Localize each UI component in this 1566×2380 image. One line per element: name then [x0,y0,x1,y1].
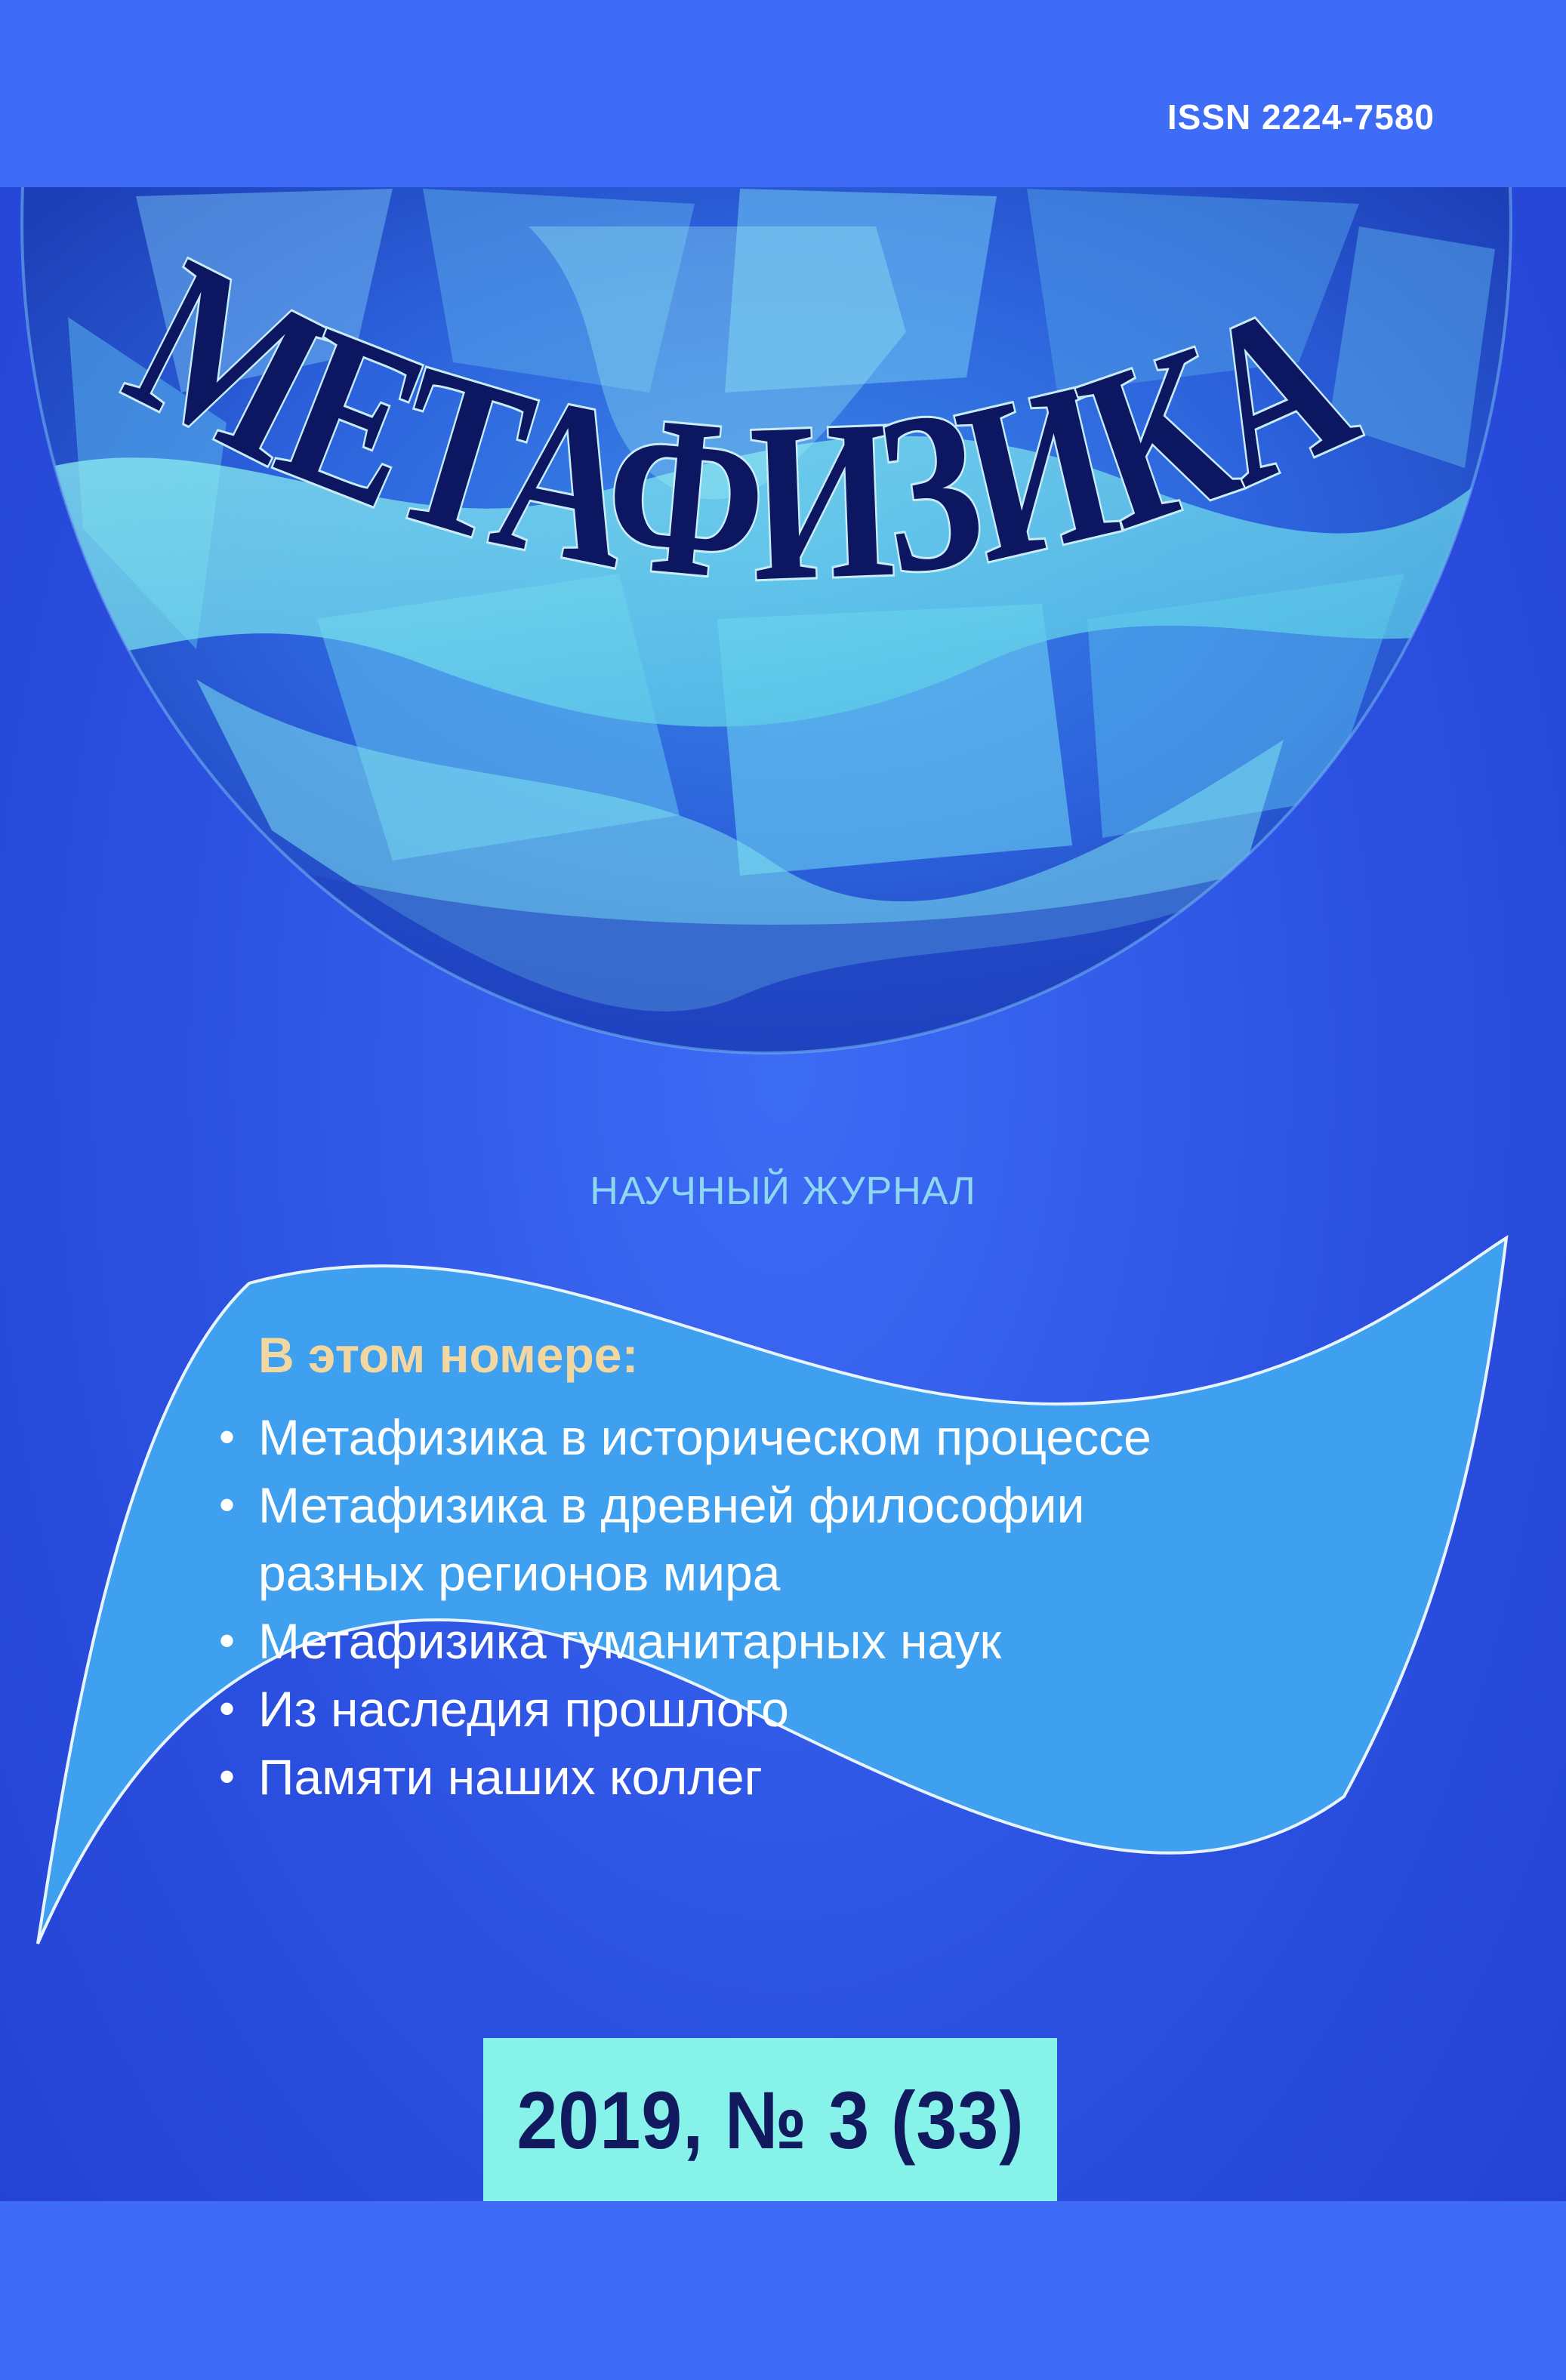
contents-item-text: Метафизика гуманитарных наук [258,1613,1002,1669]
contents-item [219,1743,1352,1811]
issue-number-box [483,2038,1057,2201]
contents-item-continuation [219,1539,1352,1607]
journal-type: НАУЧНЫЙ ЖУРНАЛ [590,1169,976,1213]
issn: ISSN 2224-7580 [1167,97,1435,137]
contents-item-text: разных регионов мира [258,1545,781,1601]
journal-title-text: МЕТАФИЗИКА [96,210,1413,633]
contents-item [219,1607,1352,1675]
issue-number: 2019, № 3 (33) [516,2074,1025,2166]
bullet-icon: • [219,1412,236,1462]
contents-list [219,1403,1352,1811]
bullet-icon: • [219,1615,236,1666]
contents-item-text: Метафизика в древней философии [258,1477,1085,1533]
contents-item-text: Памяти наших коллег [258,1749,763,1805]
bottom-band [0,2201,1566,2380]
bullet-icon: • [219,1683,236,1734]
contents-item-text: Метафизика в историческом процессе [258,1409,1151,1465]
contents-item [219,1403,1352,1471]
contents-heading: В этом номере: [258,1327,639,1383]
bullet-icon: • [219,1479,236,1530]
contents-item [219,1675,1352,1743]
svg-text:МЕТАФИЗИКА [96,210,1413,633]
contents-block [219,1325,1352,1811]
bullet-icon: • [219,1751,236,1802]
contents-item-text: Из наследия прошлого [258,1681,789,1737]
contents-item [219,1471,1352,1539]
